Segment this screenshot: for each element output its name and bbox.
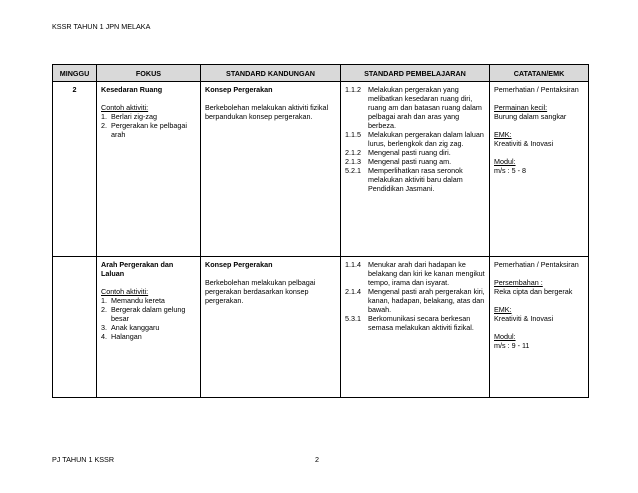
kandungan-title: Konsep Pergerakan: [205, 260, 273, 269]
page-header: KSSR TAHUN 1 JPN MELAKA: [52, 22, 151, 31]
modul-label: Modul:: [494, 157, 516, 166]
kandungan-text: Berkebolehan melakukan pelbagai pergerakan berdasarkan konsep pergerakan.: [205, 278, 316, 305]
table-row: [53, 82, 589, 257]
learning-standard: 5.2.1 Memperlihatkan rasa seronok melakukan aktiviti baru dalam Pendidikan Jasmani.: [345, 166, 463, 193]
catatan-activity: Burung dalam sangkar: [494, 112, 567, 121]
list-item: 1. Berlari zig-zag: [101, 112, 157, 121]
cell-kandungan: [201, 257, 341, 398]
list-item: 2. Bergerak dalam gelung besar: [101, 305, 186, 323]
learning-standard: 2.1.2 Mengenal pasti ruang diri.: [345, 148, 451, 157]
list-item: 1. Memandu kereta: [101, 296, 165, 305]
learning-standard: 1.1.2 Melakukan pergerakan yang melibatkan kesedaran ruang diri, ruang am dan batasan ruang dalam pelbagai arah dan aras yang berbeza.: [345, 85, 482, 130]
modul-value: m/s : 9 - 11: [494, 341, 530, 350]
fokus-title: Arah Pergerakan dan Laluan: [101, 260, 174, 278]
col-header-fokus: FOKUS: [97, 65, 201, 82]
cell-catatan: [490, 257, 589, 398]
modul-value: m/s : 5 - 8: [494, 166, 526, 175]
catatan-assessment: Pemerhatian / Pentaksiran: [494, 85, 579, 94]
learning-standard: 5.3.1 Berkomunikasi secara berkesan semasa melakukan aktiviti fizikal.: [345, 314, 474, 332]
cell-pembelajaran: [341, 257, 490, 398]
col-header-pembelajaran: STANDARD PEMBELAJARAN: [341, 65, 490, 82]
activity-label: Contoh aktiviti:: [101, 287, 149, 296]
catatan-assessment: Pemerhatian / Pentaksiran: [494, 260, 579, 269]
emk-value: Kreativiti & Inovasi: [494, 139, 554, 148]
col-header-catatan: CATATAN/EMK: [490, 65, 589, 82]
cell-pembelajaran: [341, 82, 490, 257]
cell-catatan: [490, 82, 589, 257]
cell-minggu: [53, 257, 97, 398]
emk-value: Kreativiti & Inovasi: [494, 314, 554, 323]
list-item: 3. Anak kanggaru: [101, 323, 160, 332]
page-footer: PJ TAHUN 1 KSSR: [52, 455, 115, 464]
list-item: 2. Pergerakan ke pelbagai arah: [101, 121, 187, 139]
col-header-minggu: MINGGU: [53, 65, 97, 82]
table-header-row: [53, 65, 589, 82]
catatan-activity-label: Permainan kecil:: [494, 103, 548, 112]
emk-label: EMK:: [494, 305, 512, 314]
catatan-activity-label: Persembahan :: [494, 278, 543, 287]
learning-standard: 2.1.3 Mengenal pasti ruang am.: [345, 157, 452, 166]
lesson-plan-table: [52, 64, 589, 398]
cell-minggu: 2: [53, 82, 97, 257]
emk-label: EMK:: [494, 130, 512, 139]
cell-kandungan: [201, 82, 341, 257]
catatan-activity: Reka cipta dan bergerak: [494, 287, 573, 296]
list-item: 4. Halangan: [101, 332, 142, 341]
col-header-kandungan: STANDARD KANDUNGAN: [201, 65, 341, 82]
learning-standard: 1.1.4 Menukar arah dari hadapan ke belakang dan kiri ke kanan mengikut tempo, irama dan isyarat.: [345, 260, 485, 287]
modul-label: Modul:: [494, 332, 516, 341]
kandungan-text: Berkebolehan melakukan aktiviti fizikal berpandukan konsep pergerakan.: [205, 103, 329, 121]
learning-standard: 1.1.5 Melakukan pergerakan dalam laluan lurus, berlengkok dan zig zag.: [345, 130, 484, 148]
learning-standard: 2.1.4 Mengenal pasti arah pergerakan kiri, kanan, hadapan, belakang, atas dan bawah.: [345, 287, 485, 314]
fokus-title: Kesedaran Ruang: [101, 85, 163, 94]
kandungan-title: Konsep Pergerakan: [205, 85, 273, 94]
cell-fokus: [97, 257, 201, 398]
page-number: 2: [315, 455, 319, 464]
activity-label: Contoh aktiviti:: [101, 103, 149, 112]
cell-fokus: [97, 82, 201, 257]
table-row: [53, 257, 589, 398]
